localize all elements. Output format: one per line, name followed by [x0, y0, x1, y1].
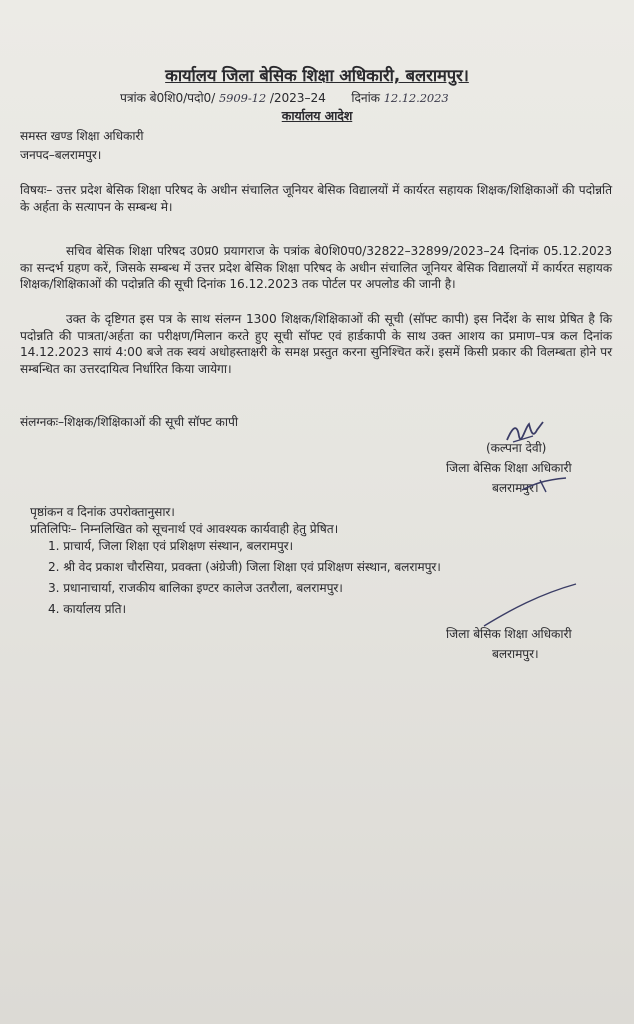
endorsement-line: पृष्ठांकन व दिनांक उपरोक्तानुसार।: [30, 505, 175, 519]
body-paragraph-2: उक्त के दृष्टिगत इस पत्र के साथ संलग्न 1300 शिक्षक/शिक्षिकाओं की सूची (सॉफ्ट कापी) इस निर्देश के साथ प्रेषित है कि पदोन्नति की पात्रता/अर्हता का परीक्षण/मिलान करते हुए सूची सॉफ्ट एवं हार्डकापी के साथ उक्त आशय का प्रमाण–पत्र कल दिनांक 14.12.2023 सायं 4:00 बजे तक स्वयं अधोहस्ताक्षरी के समक्ष प्रस्तुत करना सुनिश्चित करें। इसमें किसी प्रकार की विलम्बता होने पर सम्बन्धित का उत्तरदायित्व निर्धारित किया जायेगा।: [20, 312, 612, 376]
signatory-name: (कल्पना देवी): [486, 441, 547, 455]
signatory-place-2: बलरामपुर।: [492, 647, 539, 661]
date-value: 12.12.2023: [383, 91, 449, 105]
order-heading: कार्यालय आदेश: [281, 108, 353, 123]
letter-reference: [120, 90, 449, 107]
letter-ref-prefix: पत्रांक बे0शि0/पदो0/: [120, 91, 216, 105]
signatory-designation: जिला बेसिक शिक्षा अधिकारी: [446, 461, 572, 475]
copy-to-label: प्रतिलिपिः– निम्नलिखित को सूचनार्थ एवं आवश्यक कार्यवाही हेतु प्रेषित।: [30, 522, 339, 536]
list-item: 4. कार्यालय प्रति।: [48, 602, 127, 616]
signature-flourish: [520, 476, 570, 494]
date-label: दिनांक: [351, 91, 380, 105]
signature-stroke: [480, 580, 580, 630]
list-item: 3. प्रधानाचार्या, राजकीय बालिका इण्टर कालेज उतरौला, बलरामपुर।: [48, 581, 343, 595]
body-paragraph-1: सचिव बेसिक शिक्षा परिषद उ0प्र0 प्रयागराज के पत्रांक बे0शि0प0/32822–32899/2023–24 दिनांक 05.12.2023 का सन्दर्भ ग्रहण करें, जिसके सम्बन्ध में उत्तर प्रदेश बेसिक शिक्षा परिषद के अधीन संचालित जूनियर बेसिक विद्यालयों में कार्यरत सहायक शिक्षक/शिक्षिकाओं की पदोन्नति की सूची दिनांक 16.12.2023 तक पोर्टल पर अपलोड की जानी है।: [20, 244, 612, 291]
enclosure-line: संलग्नकः–शिक्षक/शिक्षिकाओं की सूची सॉफ्ट कापी: [20, 415, 238, 429]
signatory-designation-2: जिला बेसिक शिक्षा अधिकारी: [446, 627, 572, 641]
office-title: कार्यालय जिला बेसिक शिक्षा अधिकारी, बलरामपुर।: [165, 66, 469, 85]
signatory-place: बलरामपुर।: [492, 481, 539, 495]
addressee-line-2: जनपद–बलरामपुर।: [20, 148, 102, 162]
list-item: 2. श्री वेद प्रकाश चौरसिया, प्रवक्ता (अंग्रेजी) जिला शिक्षा एवं प्रशिक्षण संस्थान, बलरामपुर।: [48, 560, 441, 574]
list-item: 1. प्राचार्य, जिला शिक्षा एवं प्रशिक्षण संस्थान, बलरामपुर।: [48, 539, 294, 553]
subject: विषयः– उत्तर प्रदेश बेसिक शिक्षा परिषद के अधीन संचालित जूनियर बेसिक विद्यालयों में कार्यरत सहायक शिक्षक/शिक्षिकाओं की पदोन्नति के अर्हता के सत्यापन के सम्बन्ध मे।: [20, 183, 612, 214]
letter-ref-number: 5909-12: [218, 91, 267, 105]
addressee-line-1: समस्त खण्ड शिक्षा अधिकारी: [20, 129, 144, 143]
letter-ref-year: /2023–24: [269, 91, 326, 105]
